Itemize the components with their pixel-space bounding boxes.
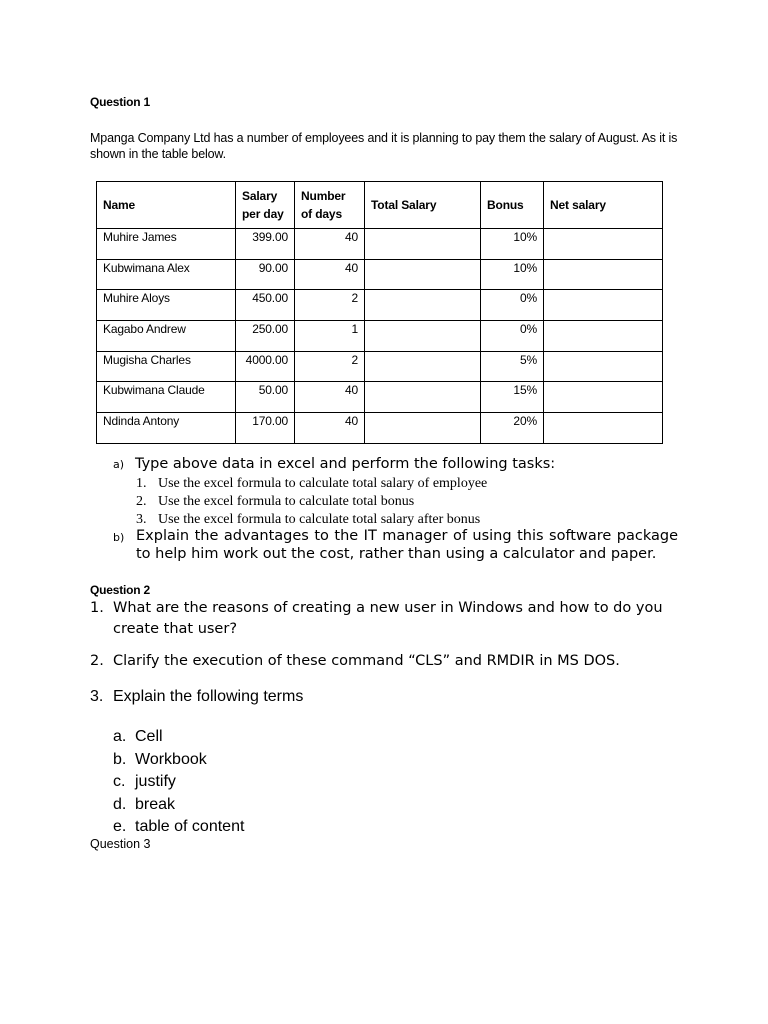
task-a-text: Type above data in excel and perform the following tasks:	[135, 456, 556, 472]
list-item-number: 3.	[136, 512, 147, 527]
cell-salary: 450.00	[236, 290, 295, 321]
cell-total	[365, 321, 481, 352]
header-days-line1: Number	[301, 189, 346, 203]
list-item-text: table of content	[135, 818, 245, 835]
cell-days: 2	[295, 351, 365, 382]
table-row	[97, 413, 663, 444]
list-item-number: 3.	[90, 688, 104, 705]
list-item-text: Use the excel formula to calculate total bonus	[158, 494, 415, 509]
table-row	[97, 290, 663, 321]
task-a-label: a)	[113, 458, 125, 471]
header-days-line2: of days	[301, 207, 342, 221]
cell-net	[544, 413, 663, 444]
header-number-of-days	[295, 182, 365, 229]
list-item	[113, 794, 244, 817]
explain-terms-heading	[90, 688, 303, 706]
list-item	[113, 771, 244, 794]
list-item-number: 2.	[136, 494, 147, 509]
list-item-letter: c.	[113, 773, 126, 790]
list-item	[90, 598, 690, 640]
terms-list	[113, 726, 244, 839]
header-salary-per-day	[236, 182, 295, 229]
cell-net	[544, 351, 663, 382]
cell-name: Kubwimana Claude	[97, 382, 236, 413]
cell-bonus: 10%	[481, 229, 544, 260]
cell-total	[365, 413, 481, 444]
cell-days: 40	[295, 413, 365, 444]
cell-salary: 4000.00	[236, 351, 295, 382]
header-salary-line2: per day	[242, 207, 284, 221]
cell-days: 2	[295, 290, 365, 321]
table-row	[97, 382, 663, 413]
cell-name: Ndinda Antony	[97, 413, 236, 444]
table-row	[97, 229, 663, 260]
cell-name: Muhire Aloys	[97, 290, 236, 321]
cell-days: 40	[295, 259, 365, 290]
cell-name: Kubwimana Alex	[97, 259, 236, 290]
list-item	[136, 493, 487, 511]
list-item-text: Workbook	[135, 750, 207, 768]
list-item-letter: e.	[113, 818, 127, 835]
cell-days: 1	[295, 321, 365, 352]
cell-total	[365, 229, 481, 260]
cell-net	[544, 321, 663, 352]
cell-name: Mugisha Charles	[97, 351, 236, 382]
list-item-letter: d.	[113, 795, 127, 813]
cell-net	[544, 382, 663, 413]
cell-net	[544, 259, 663, 290]
cell-salary: 250.00	[236, 321, 295, 352]
list-item-text: Cell	[135, 728, 163, 745]
list-item	[136, 475, 487, 493]
cell-name: Kagabo Andrew	[97, 321, 236, 352]
list-item-number: 1.	[90, 600, 104, 616]
list-item	[113, 726, 244, 749]
table-row	[97, 259, 663, 290]
cell-total	[365, 290, 481, 321]
list-item	[90, 651, 620, 672]
task-a-sublist	[136, 475, 487, 529]
list-item-text: justify	[135, 773, 176, 790]
cell-days: 40	[295, 229, 365, 260]
cell-salary: 90.00	[236, 259, 295, 290]
task-b	[113, 527, 678, 563]
header-salary-line1: Salary	[242, 189, 278, 203]
cell-bonus: 0%	[481, 290, 544, 321]
task-b-text: Explain the advantages to the IT manager of using this software package to help him work out the cost, rather than using a calculator and paper.	[136, 528, 678, 562]
header-bonus: Bonus	[481, 182, 544, 229]
task-a	[113, 456, 555, 472]
list-item-number: 1.	[136, 476, 147, 491]
cell-name: Muhire James	[97, 229, 236, 260]
cell-bonus: 5%	[481, 351, 544, 382]
list-item-letter: b.	[113, 750, 127, 768]
cell-bonus: 20%	[481, 413, 544, 444]
cell-bonus: 15%	[481, 382, 544, 413]
list-item	[113, 816, 244, 839]
list-item	[113, 749, 244, 772]
cell-salary: 50.00	[236, 382, 295, 413]
header-name: Name	[97, 182, 236, 229]
cell-total	[365, 351, 481, 382]
list-item-letter: a.	[113, 728, 127, 745]
list-item-text: Use the excel formula to calculate total salary of employee	[158, 476, 488, 491]
header-total-salary: Total Salary	[365, 182, 481, 229]
question-3-title: Question 3	[90, 837, 151, 851]
task-b-label: b)	[113, 531, 125, 544]
table-header-row	[97, 182, 663, 229]
cell-total	[365, 259, 481, 290]
table-row	[97, 351, 663, 382]
cell-salary: 170.00	[236, 413, 295, 444]
cell-bonus: 0%	[481, 321, 544, 352]
header-net-salary: Net salary	[544, 182, 663, 229]
list-item-text: Clarify the execution of these command “CLS” and RMDIR in MS DOS.	[113, 653, 620, 669]
question-1-intro: Mpanga Company Ltd has a number of employees and it is planning to pay them the salary of August. As it is shown in the table below.	[90, 131, 678, 161]
list-item-number: 2.	[90, 653, 104, 669]
question-1-title: Question 1	[90, 95, 151, 109]
cell-net	[544, 290, 663, 321]
salary-table	[96, 181, 663, 444]
cell-net	[544, 229, 663, 260]
table-row	[97, 321, 663, 352]
cell-bonus: 10%	[481, 259, 544, 290]
cell-days: 40	[295, 382, 365, 413]
question-2-title: Question 2	[90, 583, 151, 597]
explain-terms-title: Explain the following terms	[113, 688, 304, 705]
cell-salary: 399.00	[236, 229, 295, 260]
list-item-text: Use the excel formula to calculate total salary after bonus	[158, 512, 481, 527]
list-item-text: break	[135, 795, 176, 813]
cell-total	[365, 382, 481, 413]
list-item-text: What are the reasons of creating a new user in Windows and how to do you create that user?	[113, 600, 663, 637]
